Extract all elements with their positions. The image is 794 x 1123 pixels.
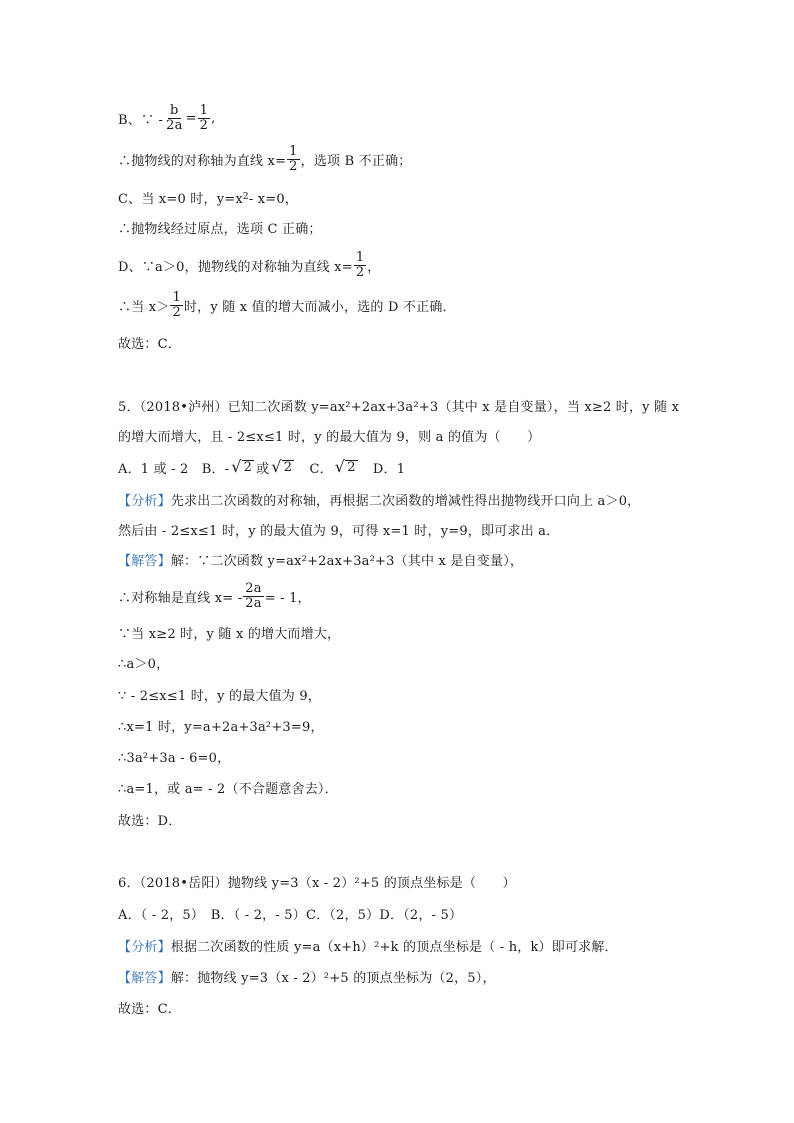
q6-choice: 故选：C． bbox=[118, 1001, 181, 1017]
sqrt-symbol: √ 2 bbox=[271, 457, 293, 476]
fraction-one-half: $\frac{1}{2}$ bbox=[172, 289, 181, 320]
answer-tag: 【解答】 bbox=[118, 553, 171, 569]
q5-analysis-2: 然后由 - 2≤x≤1 时，y 的最大值为 9，可得 x=1 时，y=9，即可求出 a． bbox=[118, 523, 560, 539]
q5-axis: ∴对称轴是直线 x= - $\frac{2a}{2a}$ = - 1， bbox=[118, 580, 311, 611]
sqrt-symbol: √ 2 bbox=[334, 457, 356, 476]
fraction-one-half: $\frac{1}{2}$ bbox=[199, 102, 209, 133]
q5-analysis-1: 【分析】 先求出二次函数的对称轴，再根据二次函数的增减性得出抛物线开口向上 a＞0， bbox=[118, 484, 640, 514]
q5-step-6: ∴a=1，或 a= - 2（不合题意舍去）． bbox=[118, 781, 338, 797]
q6-answer: 【解答】 解：抛物线 y=3（x - 2）²+5 的顶点坐标为（2，5）， bbox=[118, 961, 496, 991]
answer-tag: 【解答】 bbox=[118, 970, 171, 986]
q5-step-5: ∴3a²+3a - 6=0， bbox=[118, 750, 231, 766]
q5-answer-1: 【解答】 解：∵二次函数 y=ax²+2ax+3a²+3（其中 x 是自变量）， bbox=[118, 544, 523, 574]
line-option-c: C、当 x=0 时，y=x 2 - x=0， bbox=[118, 191, 299, 207]
line-option-d: D、∵a＞0，抛物线的对称轴为直线 x= $\frac{1}{2}$ ， bbox=[118, 249, 381, 280]
q6-stem: 6．（2018•岳阳）抛物线 y=3（x - 2）²+5 的顶点坐标是（ ） bbox=[118, 875, 516, 891]
line-option-b: B、∵ - $\frac{b}{2a}$ = $\frac{1}{2}$ , bbox=[118, 102, 216, 133]
fraction-one-half: $\frac{1}{2}$ bbox=[289, 143, 298, 174]
q5-step-2: ∴a＞0， bbox=[118, 656, 170, 672]
fraction-one-half: $\frac{1}{2}$ bbox=[355, 249, 365, 280]
analysis-tag: 【分析】 bbox=[118, 493, 171, 509]
q5-step-4: ∴x=1 时，y=a+2a+3a²+3=9， bbox=[118, 719, 324, 735]
q5-options: A．1 或 - 2 B．- √ 2 或 √ 2 C． √ 2 D．1 bbox=[118, 457, 406, 477]
analysis-tag: 【分析】 bbox=[118, 939, 171, 955]
sqrt-symbol: √ 2 bbox=[231, 457, 253, 476]
line-decrease: ∴当 x＞ $\frac{1}{2}$ 时，y 随 x 值的增大而减小，选的 D 不正确． bbox=[118, 289, 456, 320]
q5-step-1: ∵当 x≥2 时，y 随 x 的增大而增大， bbox=[118, 626, 341, 642]
fraction-2a-over-2a: $\frac{2a}{2a}$ bbox=[245, 580, 262, 611]
q5-step-3: ∵ - 2≤x≤1 时，y 的最大值为 9， bbox=[118, 688, 321, 704]
line-origin: ∴抛物线经过原点，选项 C 正确； bbox=[118, 221, 322, 237]
q6-analysis: 【分析】 根据二次函数的性质 y=a（x+h）²+k 的顶点坐标是（ - h，k）即可求解． bbox=[118, 930, 618, 960]
q5-choice: 故选：D． bbox=[118, 813, 182, 829]
q6-options: A．（ - 2，5） B．（ - 2，- 5）C．（2，5）D．（2，- 5） bbox=[118, 907, 463, 923]
q5-stem-1: 5．（2018•泸州）已知二次函数 y=ax²+2ax+3a²+3（其中 x 是自变量），当 x≥2 时，y 随 x bbox=[118, 399, 680, 415]
fraction-b-over-2a: $\frac{b}{2a}$ bbox=[166, 102, 183, 133]
line-axis-b: ∴抛物线的对称轴为直线 x= $\frac{1}{2}$ ，选项 B 不正确； bbox=[118, 143, 412, 174]
q5-stem-2: 的增大而增大，且 - 2≤x≤1 时，y 的最大值为 9，则 a 的值为（ ） bbox=[118, 429, 541, 445]
line-answer-c: 故选：C． bbox=[118, 336, 181, 352]
